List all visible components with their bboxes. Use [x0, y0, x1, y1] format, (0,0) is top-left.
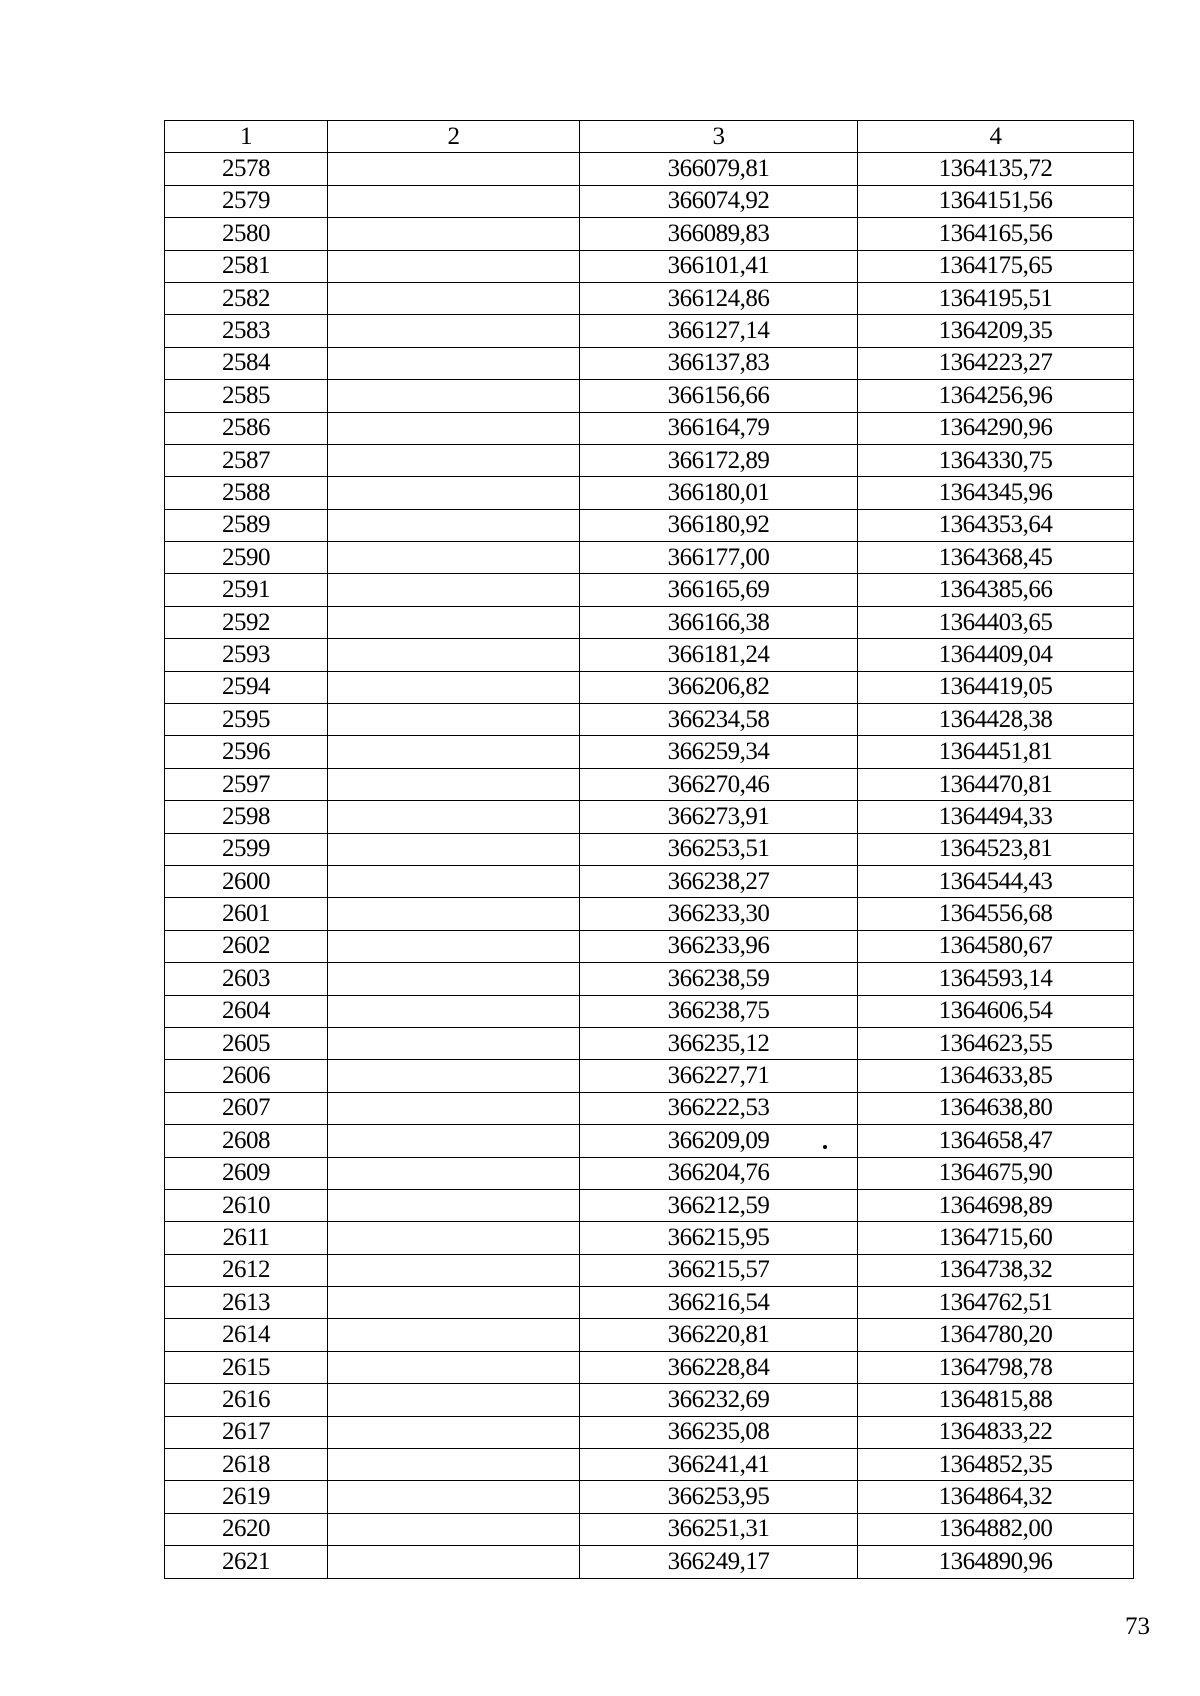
table-row	[165, 1027, 1134, 1059]
table-cell-col-3: 366181,24	[580, 639, 858, 671]
table-cell-col-3: 366165,69	[580, 574, 858, 606]
table-cell-col-1: 2598	[165, 801, 328, 833]
table-cell-col-2	[328, 477, 580, 509]
table-cell-col-4: 1364345,96	[858, 477, 1134, 509]
table-row	[165, 1287, 1134, 1319]
table-cell-col-1: 2587	[165, 444, 328, 476]
column-header-3: 3	[580, 121, 858, 153]
table-cell-col-4: 1364151,56	[858, 185, 1134, 217]
table-cell-col-3: 366232,69	[580, 1384, 858, 1416]
table-cell-col-1: 2583	[165, 315, 328, 347]
table-cell-col-2	[328, 380, 580, 412]
table-cell-col-2	[328, 865, 580, 897]
table-cell-col-2	[328, 315, 580, 347]
table-cell-col-4: 1364675,90	[858, 1157, 1134, 1189]
table-cell-col-4: 1364593,14	[858, 963, 1134, 995]
table-cell-col-3: 366253,51	[580, 833, 858, 865]
table-row	[165, 606, 1134, 638]
table-row	[165, 218, 1134, 250]
table-row	[165, 1546, 1134, 1578]
page-number: 73	[1125, 1613, 1150, 1640]
table-cell-col-4: 1364385,66	[858, 574, 1134, 606]
table-cell-col-1: 2621	[165, 1546, 328, 1578]
table-cell-col-3: 366137,83	[580, 347, 858, 379]
table-cell-col-3: 366273,91	[580, 801, 858, 833]
table-cell-col-3: 366220,81	[580, 1319, 858, 1351]
table-row	[165, 380, 1134, 412]
table-cell-col-2	[328, 671, 580, 703]
table-cell-col-3: 366177,00	[580, 542, 858, 574]
table-cell-col-2	[328, 412, 580, 444]
table-row	[165, 1481, 1134, 1513]
table-cell-col-2	[328, 153, 580, 185]
column-header-4: 4	[858, 121, 1134, 153]
table-cell-col-1: 2605	[165, 1027, 328, 1059]
table-cell-col-2	[328, 898, 580, 930]
table-cell-col-3: 366238,27	[580, 865, 858, 897]
table-row	[165, 1222, 1134, 1254]
table-row	[165, 671, 1134, 703]
table-cell-col-3: 366164,79	[580, 412, 858, 444]
table-row	[165, 1125, 1134, 1157]
table-row	[165, 282, 1134, 314]
table-cell-col-4: 1364135,72	[858, 153, 1134, 185]
table-cell-col-3: 366216,54	[580, 1287, 858, 1319]
table-row	[165, 542, 1134, 574]
table-cell-col-1: 2602	[165, 930, 328, 962]
table-cell-col-1: 2588	[165, 477, 328, 509]
table-cell-col-1: 2585	[165, 380, 328, 412]
table-cell-col-3: 366253,95	[580, 1481, 858, 1513]
table-cell-col-3: 366101,41	[580, 250, 858, 282]
table-cell-col-2	[328, 736, 580, 768]
table-row	[165, 1092, 1134, 1124]
table-cell-col-1: 2581	[165, 250, 328, 282]
table-cell-col-4: 1364715,60	[858, 1222, 1134, 1254]
table-cell-col-3: 366172,89	[580, 444, 858, 476]
table-cell-col-4: 1364833,22	[858, 1416, 1134, 1448]
table-cell-col-3: 366233,96	[580, 930, 858, 962]
table-cell-col-4: 1364223,27	[858, 347, 1134, 379]
table-cell-col-2	[328, 218, 580, 250]
table-cell-col-4: 1364409,04	[858, 639, 1134, 671]
table-cell-col-3: 366204,76	[580, 1157, 858, 1189]
table-cell-col-4: 1364762,51	[858, 1287, 1134, 1319]
table-cell-col-2	[328, 1416, 580, 1448]
table-cell-col-4: 1364165,56	[858, 218, 1134, 250]
table-row	[165, 1449, 1134, 1481]
table-cell-col-4: 1364403,65	[858, 606, 1134, 638]
table-cell-col-3: 366238,59	[580, 963, 858, 995]
table-cell-col-1: 2608	[165, 1125, 328, 1157]
table-cell-col-4: 1364580,67	[858, 930, 1134, 962]
table-cell-col-4: 1364658,47	[858, 1125, 1134, 1157]
table-body	[165, 153, 1134, 1578]
table-cell-col-4: 1364175,65	[858, 250, 1134, 282]
table-cell-col-3: 366124,86	[580, 282, 858, 314]
table-row	[165, 639, 1134, 671]
table-cell-col-2	[328, 1546, 580, 1578]
table-cell-col-1: 2597	[165, 768, 328, 800]
table-row	[165, 801, 1134, 833]
table-cell-col-1: 2591	[165, 574, 328, 606]
table-cell-col-4: 1364882,00	[858, 1513, 1134, 1545]
table-cell-col-4: 1364738,32	[858, 1254, 1134, 1286]
table-row	[165, 704, 1134, 736]
table-cell-col-2	[328, 1287, 580, 1319]
table-row	[165, 347, 1134, 379]
table-cell-col-3: 366079,81	[580, 153, 858, 185]
table-cell-col-2	[328, 639, 580, 671]
table-row	[165, 833, 1134, 865]
table-row	[165, 574, 1134, 606]
table-cell-col-1: 2593	[165, 639, 328, 671]
table-cell-col-2	[328, 250, 580, 282]
table-cell-col-1: 2600	[165, 865, 328, 897]
table-cell-col-2	[328, 282, 580, 314]
table-cell-col-4: 1364470,81	[858, 768, 1134, 800]
table-cell-col-3: 366233,30	[580, 898, 858, 930]
table-cell-col-3: 366227,71	[580, 1060, 858, 1092]
table-cell-col-1: 2590	[165, 542, 328, 574]
table-row	[165, 1384, 1134, 1416]
table-row	[165, 898, 1134, 930]
table-row	[165, 1416, 1134, 1448]
table-cell-col-2	[328, 347, 580, 379]
table-cell-col-1: 2589	[165, 509, 328, 541]
table-cell-col-2	[328, 1060, 580, 1092]
table-cell-col-2	[328, 1125, 580, 1157]
table-cell-col-3: 366249,17	[580, 1546, 858, 1578]
table-cell-col-1: 2611	[165, 1222, 328, 1254]
table-row	[165, 930, 1134, 962]
table-cell-col-3: 366228,84	[580, 1351, 858, 1383]
table-cell-col-4: 1364864,32	[858, 1481, 1134, 1513]
table-cell-col-4: 1364852,35	[858, 1449, 1134, 1481]
table-row	[165, 153, 1134, 185]
table-cell-col-3: 366180,01	[580, 477, 858, 509]
table-cell-col-2	[328, 930, 580, 962]
table-row	[165, 1157, 1134, 1189]
column-header-2: 2	[328, 121, 580, 153]
table-cell-col-4: 1364890,96	[858, 1546, 1134, 1578]
table-cell-col-4: 1364523,81	[858, 833, 1134, 865]
table-cell-col-2	[328, 995, 580, 1027]
table-cell-col-2	[328, 1351, 580, 1383]
table-cell-col-3: 366215,57	[580, 1254, 858, 1286]
table-cell-col-2	[328, 574, 580, 606]
table-cell-col-1: 2603	[165, 963, 328, 995]
table-cell-col-1: 2607	[165, 1092, 328, 1124]
table-cell-col-4: 1364451,81	[858, 736, 1134, 768]
table-cell-col-1: 2612	[165, 1254, 328, 1286]
table-cell-col-1: 2580	[165, 218, 328, 250]
table-row	[165, 963, 1134, 995]
table-cell-col-2	[328, 1189, 580, 1221]
table-row	[165, 1254, 1134, 1286]
table-cell-col-3: 366127,14	[580, 315, 858, 347]
table-row	[165, 315, 1134, 347]
table-cell-col-3: 366251,31	[580, 1513, 858, 1545]
table-cell-col-1: 2617	[165, 1416, 328, 1448]
table-row	[165, 1189, 1134, 1221]
table-cell-col-3: 366180,92	[580, 509, 858, 541]
table-cell-col-3: 366206,82	[580, 671, 858, 703]
table-cell-col-1: 2601	[165, 898, 328, 930]
table-cell-col-3: 366235,08	[580, 1416, 858, 1448]
table-cell-col-4: 1364494,33	[858, 801, 1134, 833]
table-cell-col-4: 1364209,35	[858, 315, 1134, 347]
table-cell-col-3: 366156,66	[580, 380, 858, 412]
table-cell-col-4: 1364623,55	[858, 1027, 1134, 1059]
table-cell-col-1: 2614	[165, 1319, 328, 1351]
table-cell-col-1: 2582	[165, 282, 328, 314]
table-cell-col-4: 1364638,80	[858, 1092, 1134, 1124]
table-cell-col-4: 1364195,51	[858, 282, 1134, 314]
table-cell-col-3: 366212,59	[580, 1189, 858, 1221]
table-row	[165, 1351, 1134, 1383]
table-cell-col-3: 366074,92	[580, 185, 858, 217]
table-row	[165, 444, 1134, 476]
table-cell-col-2	[328, 1157, 580, 1189]
table-cell-col-2	[328, 1222, 580, 1254]
table-cell-col-2	[328, 606, 580, 638]
table-cell-col-4: 1364556,68	[858, 898, 1134, 930]
table-row	[165, 1060, 1134, 1092]
table-cell-col-3: 366241,41	[580, 1449, 858, 1481]
stray-dot-mark	[823, 1145, 827, 1149]
table-cell-col-2	[328, 542, 580, 574]
table-cell-col-1: 2620	[165, 1513, 328, 1545]
table-cell-col-2	[328, 704, 580, 736]
table-cell-col-2	[328, 185, 580, 217]
table-row	[165, 736, 1134, 768]
table-cell-col-4: 1364290,96	[858, 412, 1134, 444]
table-cell-col-3: 366166,38	[580, 606, 858, 638]
table-cell-col-1: 2586	[165, 412, 328, 444]
table-cell-col-4: 1364780,20	[858, 1319, 1134, 1351]
table-cell-col-2	[328, 768, 580, 800]
table-row	[165, 509, 1134, 541]
table-cell-col-3: 366234,58	[580, 704, 858, 736]
coordinates-table	[164, 120, 1134, 1579]
table-cell-col-4: 1364815,88	[858, 1384, 1134, 1416]
table-cell-col-2	[328, 1481, 580, 1513]
table-cell-col-4: 1364368,45	[858, 542, 1134, 574]
table-cell-col-3: 366238,75	[580, 995, 858, 1027]
table-row	[165, 477, 1134, 509]
table-cell-col-1: 2604	[165, 995, 328, 1027]
table-cell-col-4: 1364256,96	[858, 380, 1134, 412]
table-cell-col-1: 2606	[165, 1060, 328, 1092]
table-cell-col-4: 1364698,89	[858, 1189, 1134, 1221]
table-cell-col-2	[328, 1384, 580, 1416]
table-cell-col-4: 1364330,75	[858, 444, 1134, 476]
table-row	[165, 768, 1134, 800]
table-cell-col-1: 2578	[165, 153, 328, 185]
table-cell-col-2	[328, 509, 580, 541]
table-cell-col-1: 2596	[165, 736, 328, 768]
table-cell-col-2	[328, 1254, 580, 1286]
table-cell-col-1: 2615	[165, 1351, 328, 1383]
table-row	[165, 865, 1134, 897]
table-cell-col-4: 1364633,85	[858, 1060, 1134, 1092]
table-cell-col-1: 2618	[165, 1449, 328, 1481]
table-row	[165, 1319, 1134, 1351]
table-cell-col-3: 366089,83	[580, 218, 858, 250]
table-cell-col-1: 2579	[165, 185, 328, 217]
table-cell-col-3: 366259,34	[580, 736, 858, 768]
table-row	[165, 412, 1134, 444]
table-cell-col-3: 366222,53	[580, 1092, 858, 1124]
table-cell-col-2	[328, 963, 580, 995]
table-cell-col-1: 2592	[165, 606, 328, 638]
table-cell-col-3: 366270,46	[580, 768, 858, 800]
table-header-row	[165, 121, 1134, 153]
table-cell-col-2	[328, 1449, 580, 1481]
table-cell-col-1: 2584	[165, 347, 328, 379]
column-header-1: 1	[165, 121, 328, 153]
table-cell-col-2	[328, 801, 580, 833]
table-cell-col-1: 2594	[165, 671, 328, 703]
table-cell-col-1: 2595	[165, 704, 328, 736]
table-cell-col-3: 366215,95	[580, 1222, 858, 1254]
table-cell-col-1: 2613	[165, 1287, 328, 1319]
table-cell-col-1: 2619	[165, 1481, 328, 1513]
table-cell-col-1: 2609	[165, 1157, 328, 1189]
table-cell-col-2	[328, 1092, 580, 1124]
table-cell-col-4: 1364798,78	[858, 1351, 1134, 1383]
table-cell-col-2	[328, 1027, 580, 1059]
table-row	[165, 1513, 1134, 1545]
table-cell-col-4: 1364606,54	[858, 995, 1134, 1027]
table-cell-col-1: 2599	[165, 833, 328, 865]
table-cell-col-4: 1364419,05	[858, 671, 1134, 703]
table-cell-col-3: 366209,09	[580, 1125, 858, 1157]
table-cell-col-2	[328, 833, 580, 865]
table-cell-col-1: 2610	[165, 1189, 328, 1221]
table-row	[165, 250, 1134, 282]
table-row	[165, 995, 1134, 1027]
table-cell-col-4: 1364544,43	[858, 865, 1134, 897]
table-cell-col-1: 2616	[165, 1384, 328, 1416]
table-cell-col-2	[328, 1513, 580, 1545]
table-cell-col-2	[328, 1319, 580, 1351]
table-row	[165, 185, 1134, 217]
table-cell-col-3: 366235,12	[580, 1027, 858, 1059]
table-cell-col-4: 1364428,38	[858, 704, 1134, 736]
table-cell-col-4: 1364353,64	[858, 509, 1134, 541]
table-cell-col-2	[328, 444, 580, 476]
